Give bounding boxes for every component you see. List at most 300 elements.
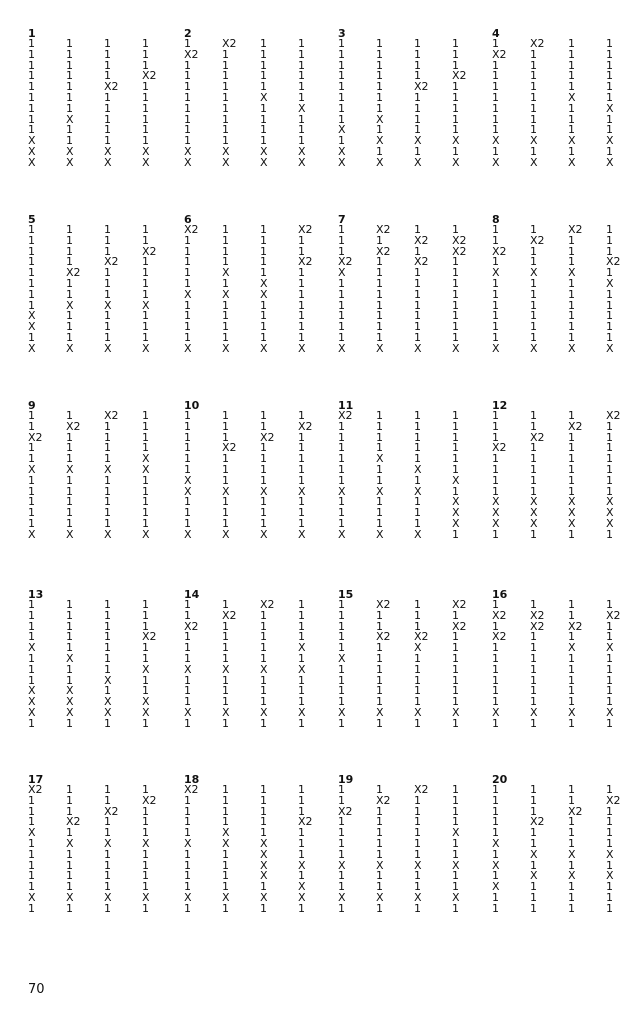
result-cell: X	[568, 506, 576, 520]
result-cell: 1	[260, 223, 267, 236]
result-cell: 1	[298, 452, 305, 466]
result-cell: 1	[28, 506, 35, 520]
result-cell: 1	[142, 815, 149, 829]
coupon-block	[338, 28, 478, 208]
result-cell: 1	[260, 441, 267, 455]
result-cell: X	[222, 287, 230, 301]
result-cell: 1	[104, 112, 111, 126]
result-cell: 1	[606, 804, 613, 818]
result-cell: X2	[606, 793, 621, 807]
result-cell: 1	[338, 320, 345, 334]
block-number: 20	[492, 773, 508, 786]
result-cell: X	[606, 101, 614, 115]
result-cell: 1	[104, 134, 111, 148]
result-cell: 1	[260, 309, 267, 323]
result-cell: X2	[376, 630, 391, 644]
result-cell: 1	[222, 783, 229, 796]
result-cell: 1	[530, 598, 537, 611]
result-cell: 1	[452, 847, 459, 861]
result-cell: 1	[184, 826, 191, 840]
result-cell: 1	[222, 309, 229, 323]
result-cell: X	[492, 266, 500, 280]
result-cell: 1	[492, 309, 499, 323]
result-cell: 1	[142, 847, 149, 861]
result-cell: 1	[184, 80, 191, 94]
result-cell: 1	[184, 330, 191, 344]
result-cell: 1	[338, 69, 345, 83]
result-cell: 1	[530, 473, 537, 487]
result-cell: 1	[606, 309, 613, 323]
result-cell: 1	[222, 452, 229, 466]
result-cell: 1	[568, 783, 575, 796]
coupon-block	[184, 28, 324, 208]
result-cell: 1	[568, 287, 575, 301]
result-cell: 1	[376, 298, 383, 312]
result-cell: 1	[260, 419, 267, 433]
result-cell: 1	[66, 90, 73, 104]
block-number: 18	[184, 773, 200, 786]
result-cell: X	[338, 484, 346, 498]
result-cell: 1	[530, 409, 537, 422]
result-cell: 1	[298, 684, 305, 698]
result-cell: 1	[530, 804, 537, 818]
result-cell: X	[568, 155, 576, 169]
result-cell: 1	[28, 223, 35, 236]
result-cell: 1	[452, 783, 459, 796]
result-cell: 1	[222, 123, 229, 137]
result-cell: X2	[452, 69, 467, 83]
result-cell: 1	[530, 320, 537, 334]
result-cell: 1	[338, 309, 345, 323]
result-cell: X	[338, 123, 346, 137]
result-cell: X	[298, 890, 306, 904]
result-cell: X2	[492, 608, 507, 622]
result-cell: 1	[530, 890, 537, 904]
result-cell: 1	[452, 695, 459, 709]
result-cell: X	[452, 858, 460, 872]
result-cell: 1	[260, 112, 267, 126]
result-cell: 1	[568, 320, 575, 334]
result-cell: 1	[222, 430, 229, 444]
result-cell: X	[66, 705, 74, 719]
result-cell: 1	[184, 101, 191, 115]
result-cell: 1	[606, 430, 613, 444]
result-cell: 1	[104, 330, 111, 344]
coupon-block	[492, 214, 632, 394]
result-cell: 1	[222, 233, 229, 247]
result-cell: 1	[530, 330, 537, 344]
result-cell: 1	[492, 847, 499, 861]
result-cell: 1	[260, 69, 267, 83]
result-cell: 1	[222, 619, 229, 633]
result-cell: 1	[414, 37, 421, 50]
result-cell: 1	[142, 233, 149, 247]
result-cell: 1	[222, 495, 229, 509]
result-cell: 1	[452, 90, 459, 104]
result-cell: 1	[338, 880, 345, 894]
result-cell: X2	[298, 815, 313, 829]
result-cell: X	[606, 516, 614, 530]
result-cell: 1	[568, 409, 575, 422]
result-cell: 1	[298, 619, 305, 633]
result-cell: 1	[452, 793, 459, 807]
result-cell: 1	[568, 112, 575, 126]
result-cell: 1	[222, 276, 229, 290]
result-cell: 1	[452, 869, 459, 883]
result-cell: X	[530, 506, 538, 520]
result-cell: X	[606, 155, 614, 169]
result-cell: 1	[530, 826, 537, 840]
result-cell: 1	[376, 495, 383, 509]
result-cell: X	[222, 527, 230, 541]
result-cell: 1	[28, 662, 35, 676]
result-cell: X	[184, 705, 192, 719]
result-cell: X	[184, 836, 192, 850]
result-cell: 1	[568, 901, 575, 915]
result-cell: 1	[376, 101, 383, 115]
result-cell: 1	[568, 858, 575, 872]
result-cell: 1	[606, 441, 613, 455]
result-cell: 1	[606, 80, 613, 94]
result-cell: 1	[492, 223, 499, 236]
result-cell: 1	[104, 58, 111, 72]
result-cell: X	[414, 484, 422, 498]
result-cell: 1	[452, 276, 459, 290]
result-cell: X	[222, 705, 230, 719]
result-cell: 1	[104, 37, 111, 50]
result-cell: 1	[104, 880, 111, 894]
result-cell: X	[298, 484, 306, 498]
result-cell: 1	[298, 244, 305, 258]
result-cell: 1	[298, 123, 305, 137]
result-cell: 1	[530, 793, 537, 807]
result-cell: 1	[452, 684, 459, 698]
result-cell: X	[338, 705, 346, 719]
result-cell: X	[376, 484, 384, 498]
result-cell: 1	[376, 641, 383, 655]
result-cell: X	[66, 144, 74, 158]
coupon-block	[492, 774, 632, 954]
result-cell: 1	[568, 527, 575, 541]
result-cell: 1	[104, 619, 111, 633]
result-cell: 1	[376, 37, 383, 50]
result-cell: X	[66, 527, 74, 541]
result-cell: 1	[568, 630, 575, 644]
result-cell: 1	[222, 134, 229, 148]
result-cell: X	[530, 705, 538, 719]
result-cell: 1	[606, 287, 613, 301]
result-cell: 1	[104, 506, 111, 520]
result-cell: 1	[338, 815, 345, 829]
result-cell: 1	[104, 287, 111, 301]
result-cell: 1	[28, 287, 35, 301]
result-cell: 1	[492, 255, 499, 269]
result-cell: 1	[260, 793, 267, 807]
result-cell: 1	[414, 651, 421, 665]
result-cell: 1	[222, 419, 229, 433]
result-cell: X2	[184, 619, 199, 633]
result-cell: 1	[492, 90, 499, 104]
result-cell: 1	[492, 69, 499, 83]
result-cell: 1	[452, 608, 459, 622]
result-cell: 1	[452, 441, 459, 455]
result-cell: X	[104, 890, 112, 904]
result-cell: 1	[492, 793, 499, 807]
result-cell: 1	[260, 37, 267, 50]
result-cell: 1	[142, 858, 149, 872]
result-cell: X	[492, 155, 500, 169]
result-cell: X	[28, 684, 36, 698]
result-cell: X	[568, 705, 576, 719]
result-cell: 1	[530, 901, 537, 915]
result-cell: 1	[414, 266, 421, 280]
result-cell: 1	[66, 516, 73, 530]
result-cell: 1	[452, 320, 459, 334]
result-cell: 1	[606, 836, 613, 850]
result-cell: 1	[606, 716, 613, 730]
result-cell: 1	[28, 815, 35, 829]
result-cell: X	[452, 134, 460, 148]
result-cell: 1	[338, 134, 345, 148]
result-cell: X2	[142, 69, 157, 83]
result-cell: 1	[568, 58, 575, 72]
result-cell: X	[606, 341, 614, 355]
result-cell: 1	[452, 641, 459, 655]
coupon-block	[184, 400, 324, 580]
result-cell: 1	[66, 430, 73, 444]
result-cell: 1	[142, 598, 149, 611]
result-cell: 1	[606, 462, 613, 476]
result-cell: 1	[260, 58, 267, 72]
result-cell: X2	[452, 598, 467, 611]
result-cell: X	[452, 890, 460, 904]
result-cell: 1	[28, 47, 35, 61]
result-cell: 1	[28, 37, 35, 50]
result-cell: 1	[376, 309, 383, 323]
result-cell: 1	[28, 276, 35, 290]
result-cell: 1	[104, 858, 111, 872]
result-cell: 1	[452, 716, 459, 730]
result-cell: 1	[338, 641, 345, 655]
result-cell: X2	[414, 80, 429, 94]
result-cell: 1	[298, 847, 305, 861]
result-cell: X	[104, 341, 112, 355]
result-cell: 1	[298, 836, 305, 850]
result-cell: 1	[492, 826, 499, 840]
result-cell: 1	[338, 506, 345, 520]
result-cell: 1	[530, 858, 537, 872]
block-number: 6	[184, 213, 192, 226]
result-cell: X	[184, 662, 192, 676]
result-cell: X	[66, 462, 74, 476]
result-cell: 1	[338, 716, 345, 730]
result-cell: 1	[298, 330, 305, 344]
result-cell: 1	[260, 516, 267, 530]
result-cell: X	[530, 495, 538, 509]
result-cell: 1	[414, 90, 421, 104]
result-cell: 1	[452, 804, 459, 818]
result-cell: 1	[376, 441, 383, 455]
result-cell: X	[414, 527, 422, 541]
result-cell: 1	[222, 695, 229, 709]
coupon-block	[184, 589, 324, 769]
result-cell: 1	[298, 695, 305, 709]
result-cell: 1	[28, 473, 35, 487]
result-cell: 1	[298, 901, 305, 915]
result-cell: 1	[222, 58, 229, 72]
result-cell: X2	[338, 804, 353, 818]
result-cell: X2	[28, 783, 43, 796]
result-cell: 1	[376, 90, 383, 104]
result-cell: 1	[530, 452, 537, 466]
result-cell: 1	[376, 430, 383, 444]
result-cell: 1	[66, 452, 73, 466]
result-cell: 1	[568, 255, 575, 269]
result-cell: 1	[338, 101, 345, 115]
result-cell: 1	[530, 58, 537, 72]
result-cell: X	[338, 651, 346, 665]
result-cell: 1	[222, 298, 229, 312]
result-cell: 1	[184, 630, 191, 644]
result-cell: 1	[260, 804, 267, 818]
result-cell: 1	[414, 695, 421, 709]
result-cell: 1	[28, 452, 35, 466]
result-cell: 1	[66, 869, 73, 883]
result-cell: 1	[66, 244, 73, 258]
result-cell: 1	[492, 695, 499, 709]
result-cell: 1	[568, 244, 575, 258]
result-cell: 1	[66, 276, 73, 290]
result-cell: X	[260, 155, 268, 169]
coupon-block	[184, 774, 324, 954]
result-cell: X	[298, 155, 306, 169]
result-cell: X2	[530, 619, 545, 633]
result-cell: 1	[492, 58, 499, 72]
result-cell: X	[142, 890, 150, 904]
coupon-block	[28, 774, 168, 954]
result-cell: 1	[338, 695, 345, 709]
result-cell: 1	[298, 134, 305, 148]
result-cell: 1	[66, 901, 73, 915]
result-cell: 1	[338, 233, 345, 247]
result-cell: 1	[606, 673, 613, 687]
result-cell: 1	[568, 651, 575, 665]
result-cell: 1	[414, 673, 421, 687]
result-cell: 1	[414, 298, 421, 312]
result-cell: 1	[452, 662, 459, 676]
result-cell: 1	[530, 112, 537, 126]
result-cell: 1	[260, 452, 267, 466]
result-cell: X	[298, 144, 306, 158]
result-cell: 1	[414, 619, 421, 633]
result-cell: X2	[414, 255, 429, 269]
result-cell: 1	[414, 608, 421, 622]
result-cell: 1	[298, 112, 305, 126]
result-cell: X	[492, 516, 500, 530]
result-cell: 1	[298, 598, 305, 611]
result-cell: X	[66, 651, 74, 665]
coupon-block	[492, 28, 632, 208]
result-cell: 1	[530, 90, 537, 104]
result-cell: 1	[298, 309, 305, 323]
result-cell: 1	[104, 716, 111, 730]
result-cell: 1	[452, 330, 459, 344]
result-cell: 1	[260, 101, 267, 115]
result-cell: X	[28, 309, 36, 323]
result-cell: 1	[338, 287, 345, 301]
result-cell: 1	[184, 320, 191, 334]
result-cell: X2	[104, 255, 119, 269]
result-cell: X	[260, 341, 268, 355]
result-cell: X	[530, 516, 538, 530]
result-cell: X	[568, 516, 576, 530]
result-cell: X	[28, 155, 36, 169]
result-cell: X	[66, 298, 74, 312]
result-cell: 1	[142, 320, 149, 334]
result-cell: 1	[66, 320, 73, 334]
result-cell: X	[298, 880, 306, 894]
result-cell: 1	[452, 255, 459, 269]
result-cell: X	[184, 341, 192, 355]
result-cell: 1	[104, 430, 111, 444]
result-cell: X2	[376, 223, 391, 236]
result-cell: 1	[184, 847, 191, 861]
result-cell: 1	[28, 793, 35, 807]
result-cell: 1	[298, 233, 305, 247]
result-cell: 1	[260, 673, 267, 687]
result-cell: 1	[338, 869, 345, 883]
result-cell: 1	[260, 506, 267, 520]
result-cell: 1	[452, 123, 459, 137]
result-cell: 1	[298, 58, 305, 72]
result-cell: 1	[338, 330, 345, 344]
result-cell: 1	[260, 473, 267, 487]
result-cell: X	[568, 134, 576, 148]
result-cell: X2	[530, 815, 545, 829]
result-cell: 1	[28, 330, 35, 344]
result-cell: 1	[66, 716, 73, 730]
result-cell: X2	[452, 619, 467, 633]
result-cell: 1	[28, 112, 35, 126]
block-number: 2	[184, 27, 192, 40]
result-cell: 1	[28, 255, 35, 269]
result-cell: 1	[606, 47, 613, 61]
block-number: 11	[338, 399, 354, 412]
result-cell: 1	[66, 804, 73, 818]
result-cell: 1	[568, 276, 575, 290]
result-cell: X	[452, 506, 460, 520]
result-cell: 1	[222, 409, 229, 422]
result-cell: X	[142, 298, 150, 312]
result-cell: X	[568, 869, 576, 883]
result-cell: 1	[606, 662, 613, 676]
result-cell: 1	[452, 144, 459, 158]
result-cell: X	[28, 320, 36, 334]
block-number: 9	[28, 399, 36, 412]
result-cell: 1	[414, 716, 421, 730]
result-cell: 1	[492, 684, 499, 698]
result-cell: 1	[338, 684, 345, 698]
result-cell: 1	[222, 673, 229, 687]
result-cell: 1	[492, 452, 499, 466]
result-cell: X	[142, 341, 150, 355]
result-cell: 1	[66, 233, 73, 247]
result-cell: 1	[530, 695, 537, 709]
result-cell: 1	[184, 880, 191, 894]
result-cell: 1	[222, 330, 229, 344]
result-cell: 1	[28, 90, 35, 104]
result-cell: X	[104, 144, 112, 158]
